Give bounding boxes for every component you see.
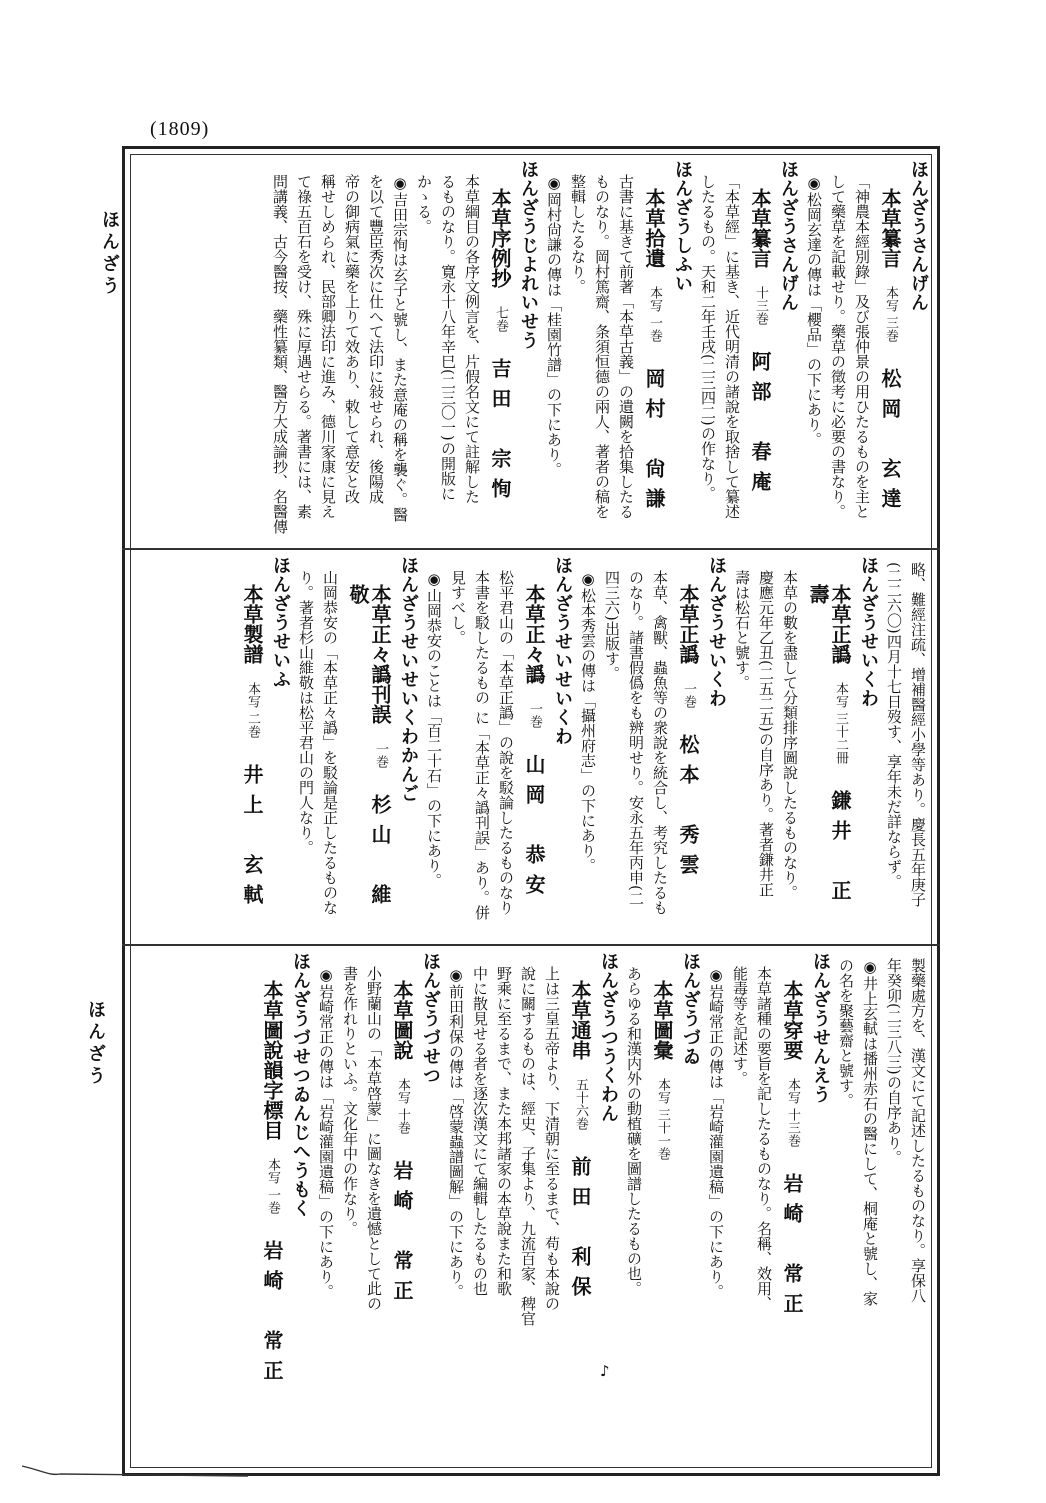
entry-title: 本草製譜	[240, 584, 264, 664]
entry	[241, 556, 291, 938]
body-line: あらゆる和漢内外の動植礦を圖譜したるもの也。	[625, 966, 643, 1296]
entry	[705, 952, 831, 1464]
entry-title: 本草圖彙	[650, 980, 674, 1060]
body-line: 中に散見せる者を逐次漢文にて編輯したるもの也	[471, 966, 489, 1296]
entry-title: 本草序例抄	[488, 188, 512, 288]
entry	[269, 160, 539, 542]
body-line: したるもの。天和二年壬戌(二三四二)の作なり。	[699, 174, 717, 501]
entry-kana: ほんざうづせつ	[420, 952, 441, 1085]
entry-title-line	[569, 952, 591, 1464]
entry-body	[835, 952, 929, 1464]
entry-author: 井上 玄軾	[240, 764, 264, 915]
body-line: 略、難經注疏、增補醫經小學等あり。慶長五年庚子	[909, 562, 927, 907]
entry	[623, 952, 701, 1464]
entry-title-line	[489, 160, 511, 542]
margin-mark: ♪	[600, 1362, 610, 1380]
page-number: (1809)	[150, 118, 210, 140]
entry-volume: 本写 三巻	[883, 286, 898, 343]
entry	[577, 556, 727, 938]
section-top	[134, 160, 929, 542]
entry-author: 前田 利保	[568, 1156, 592, 1306]
body-line: 整輯したるなり。	[569, 174, 587, 294]
entry-volume: 一巻	[681, 682, 696, 708]
body-line: 製藥處方を、漢文にて記述したるものなり。享保八	[909, 958, 927, 1303]
entry-title: 本草正譌	[828, 584, 852, 664]
entry-kana: ほんざうづせつゐんじへうもく	[290, 952, 311, 1218]
entry-volume: 本写 一巻	[647, 286, 662, 343]
entry-kana: ほんざうさんげん	[908, 160, 929, 312]
body-line: 稱せしめられ、民部卿法印に進み、德川家康に見え	[319, 174, 337, 519]
entry-title: 本草纂言	[748, 188, 772, 268]
entry	[315, 952, 441, 1464]
body-line: 年癸卯(二三八三)の自序あり。	[885, 958, 903, 1165]
entry-body	[705, 952, 775, 1464]
entry-kana: ほんざうづゐ	[680, 952, 701, 1066]
entry-body	[423, 556, 517, 938]
side-label-bottom: ほんざう	[85, 1000, 106, 1088]
entry	[803, 160, 929, 542]
body-line: を以て豐臣秀次に仕へて法印に敍せられ、後陽成	[367, 174, 385, 504]
entry-author: 山岡 恭安	[522, 754, 546, 904]
body-line: り。著者杉山維敬は松平君山の門人なり。	[297, 570, 315, 855]
body-line: て祿五百石を受け、殊に厚遇せらる。著書には、素	[295, 174, 313, 519]
body-line: ◉岩崎常正の傳は「岩崎灌園遺稿」の下にあり。	[317, 966, 335, 1299]
body-line: 壽は松石と號す。	[733, 570, 751, 690]
body-line: ◉山岡恭安のことは「百二十石」の下にあり。	[425, 570, 443, 888]
entry-author: 阿部 春庵	[748, 351, 772, 501]
entry-author: 吉田 宗恂	[488, 358, 512, 508]
body-line: 本草綱目の各序文例言を、片假名文にて註解した	[463, 174, 481, 504]
entry	[295, 556, 419, 938]
body-line: 山岡恭安の「本草正々譌」を駁論是正したるものな	[321, 570, 339, 915]
section-bottom	[134, 952, 929, 1464]
entry-body	[697, 160, 743, 542]
body-line: 說に關するものは、經史、子集より、九流百家、稗官	[519, 966, 537, 1326]
entry-title-line	[879, 160, 901, 542]
body-line: 能毒等を記述す。	[731, 966, 749, 1086]
body-line: (二二六〇)四月十七日歿す、享年未だ詳ならず。	[885, 562, 903, 889]
body-line: 本書を駁したるもの に「本草正々譌刊誤」あり。併	[473, 570, 491, 920]
body-line: 「本草經」に基き、近代明清の諸說を取捨して纂述	[723, 174, 741, 519]
body-line: ◉岡村尙謙の傳は「桂園竹譜」の下にあり。	[545, 174, 563, 477]
body-line: 本草、禽獸、蟲魚等の衆說を統合し、考究したるも	[651, 570, 669, 915]
entry-title: 本草拾遺	[642, 188, 666, 268]
entry-body	[623, 952, 645, 1464]
entry-author: 岩崎 常正	[780, 1173, 804, 1324]
entry-kana: ほんざうせいせいくわ	[552, 556, 573, 746]
entry-author: 岡村 尙謙	[642, 368, 666, 519]
entry	[543, 160, 693, 542]
entry-title-line	[241, 556, 263, 938]
side-label-top: ほんざう	[99, 210, 120, 298]
entry-body	[269, 160, 483, 542]
entry-author: 松本 秀雲	[676, 734, 700, 884]
entry-volume: 本写 三十一巻	[655, 1078, 670, 1161]
entry-title-line	[523, 556, 545, 938]
entry-body	[803, 160, 873, 542]
body-line: 「神農本經別錄」及び張仲景の用ひたるものを主と	[853, 174, 871, 519]
entry-title-line	[807, 556, 851, 938]
entry-body	[883, 556, 929, 938]
entry	[423, 556, 573, 938]
body-line: ◉岩崎常正の傳は「岩崎灌園遺稿」の下にあり。	[707, 966, 725, 1299]
body-line: 古書に基きて前著「本草古義」の遺闕を拾集したる	[617, 174, 635, 519]
entry-title-line	[391, 952, 413, 1464]
entry-body	[543, 160, 637, 542]
entry-body	[577, 556, 671, 938]
body-line: ◉吉田宗恂は玄子と號し、また意庵の稱を襲ぐ。醫	[391, 174, 409, 522]
body-line: 松平君山の「本草正譌」の說を駁論したるものなり	[497, 570, 515, 915]
entry	[445, 952, 619, 1464]
body-line: 問講義、古今醫按、藥性纂類、醫方大成論抄、名醫傳	[271, 174, 289, 534]
entry-title-line	[651, 952, 673, 1464]
body-line: 見すべし。	[449, 570, 467, 645]
entry	[731, 556, 879, 938]
entry-body	[315, 952, 385, 1464]
body-line: ◉松岡玄達の傳は「櫻品」の下にあり。	[805, 174, 823, 447]
body-line: 小野蘭山の「本草啓蒙」に圖なきを遺憾として此の	[365, 966, 383, 1311]
section-divider-2	[122, 944, 940, 946]
entry-title-line	[643, 160, 665, 542]
entry-author: 鎌井 正壽	[806, 584, 852, 911]
entry	[835, 952, 929, 1464]
entry-volume: 一巻	[373, 742, 388, 768]
body-line: 書を作れりといふ。文化年中の作なり。	[341, 966, 359, 1236]
body-line: 本草の數を盡して分類排序圖說したるものなり。	[781, 570, 799, 900]
entry-volume: 本写 三十二冊	[833, 682, 848, 765]
entry-kana: ほんざうせいくわ	[706, 556, 727, 708]
entry-title-line	[677, 556, 699, 938]
entry-volume: 七巻	[493, 306, 508, 332]
entry-volume: 一巻	[527, 702, 542, 728]
entry-kana: ほんざうせいくわ	[858, 556, 879, 708]
entry-volume: 本写 二巻	[245, 682, 260, 739]
body-line: 帝の御病氣に藥を上りて效あり、敕して意安と改	[343, 174, 361, 504]
entry	[883, 556, 929, 938]
entry-volume: 本写 十巻	[395, 1078, 410, 1135]
margin-scribble	[20, 1462, 250, 1482]
entry	[697, 160, 799, 542]
entry-title-line	[781, 952, 803, 1464]
entry-title: 本草穿要	[780, 980, 804, 1060]
entry-kana: ほんざうじよれいせう	[518, 160, 539, 350]
body-line: の名を聚藝齋と號す。	[837, 958, 855, 1108]
entry-volume: 十三巻	[753, 286, 768, 325]
entry-title: 本草圖說韻字標目	[260, 980, 284, 1140]
body-line: 野乘に至るまで、また本邦諸家の本草說また和歌	[495, 966, 513, 1296]
body-line: して藥草を記載せり。藥草の徵考に必要の書なり。	[829, 174, 847, 519]
entry-volume: 本写 十三巻	[785, 1078, 800, 1148]
entry-volume: 本写 一巻	[265, 1158, 280, 1215]
body-line: ものなり。岡村篤齋、条須恒德の兩人、著者の稿を	[593, 174, 611, 519]
body-line: ◉井上玄軾は播州赤石の醫にして、桐庵と號し、家	[861, 958, 879, 1306]
entry-title-line	[261, 952, 283, 1464]
body-line: かゝる。	[415, 174, 433, 234]
entry-kana: ほんざうせいふ	[270, 556, 291, 689]
entry-title: 本草正譌	[676, 584, 700, 664]
entry-author: 岩崎 常正	[260, 1240, 284, 1391]
section-middle	[134, 556, 929, 938]
entry-body	[445, 952, 563, 1464]
body-line: ◉前田利保の傳は「啓蒙蟲譜圖解」の下にあり。	[447, 966, 465, 1299]
body-line: 四三六)出版す。	[603, 570, 621, 681]
entry-title: 本草正々譌刊誤	[368, 584, 392, 724]
entry-body	[295, 556, 341, 938]
entry-title: 本草纂言	[878, 188, 902, 268]
entry-kana: ほんざうつうくわん	[598, 952, 619, 1123]
body-line: 慶應元年乙丑(二五二五)の自序あり。著者鎌井正	[757, 570, 775, 897]
entry	[261, 952, 311, 1464]
body-line: ◉松本秀雲の傳は「攝州府志」の下にあり。	[579, 570, 597, 873]
entry-kana: ほんざうせいせいくわかんご	[398, 556, 419, 803]
entry-title: 本草通串	[568, 980, 592, 1060]
entry-title-line	[749, 160, 771, 542]
entry-body	[731, 556, 801, 938]
body-line: るものなり。寛永十八年辛巳(二三〇一)の開版に	[439, 174, 457, 501]
entry-author: 松岡 玄達	[878, 368, 902, 519]
entry-kana: ほんざうさんげん	[778, 160, 799, 312]
section-divider-1	[122, 548, 940, 550]
body-line: 本草諸種の要旨を記したるものなり。名稱、效用、	[755, 966, 773, 1311]
entry-title: 本草正々譌	[522, 584, 546, 684]
entry-author: 杉山 維敬	[346, 584, 392, 914]
body-line: 上は三皇五帝より、下清朝に至るまで、苟も本說の	[543, 966, 561, 1311]
entry-kana: ほんざうしふい	[672, 160, 693, 293]
body-line: のなり。諸書假僞をも辨明せり。安永五年丙申(二	[627, 570, 645, 906]
entry-kana: ほんざうせんえう	[810, 952, 831, 1104]
entry-author: 岩崎 常正	[390, 1160, 414, 1311]
entry-volume: 五十六巻	[573, 1078, 588, 1130]
entry-title-line	[347, 556, 391, 938]
entry-title: 本草圖說	[390, 980, 414, 1060]
